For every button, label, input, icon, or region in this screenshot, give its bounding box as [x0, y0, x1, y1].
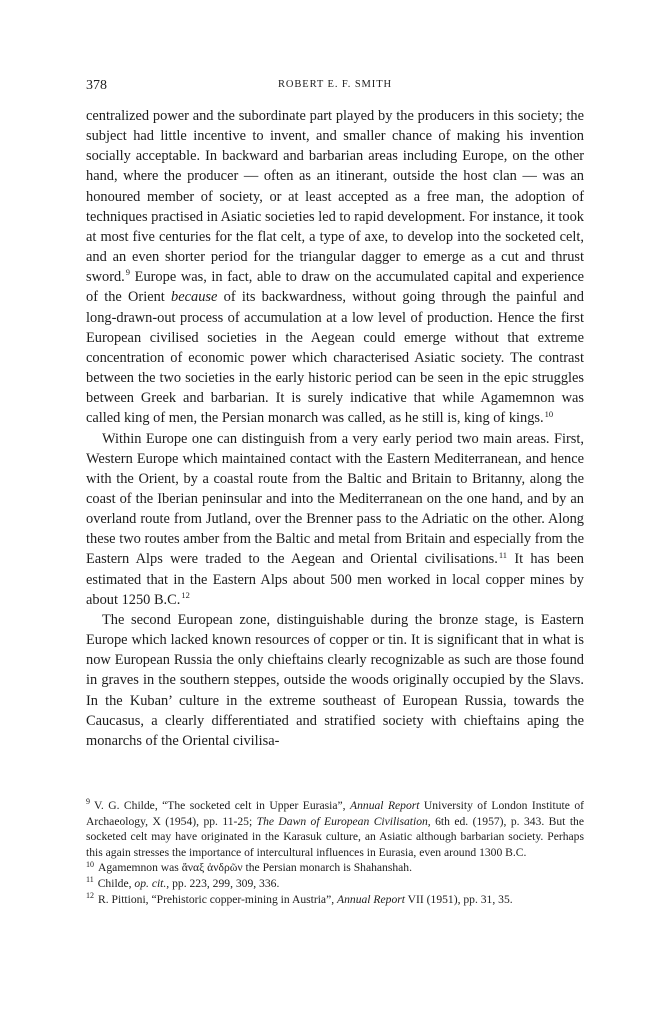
body-text [86, 106, 584, 751]
footnote-10 [86, 860, 584, 876]
text-run: 6th ed. (1957), p. 343. But the socketed celt may have originated in the Karasuk culture, an Asiatic although barbarian society. Perhaps this again stresses the importance of intercultural influences in Eurasia, even around 1300 B.C. [86, 814, 584, 859]
italic-title: The Dawn of European Civilisation, [256, 814, 431, 828]
greek-phrase: ἄναξ ἀνδρῶν [181, 861, 243, 875]
running-head: ROBERT E. F. SMITH [277, 79, 392, 90]
text-run: pp. 223, 299, 309, 336. [169, 876, 280, 890]
text-run: centralized power and the subordinate part played by the producers in this society; the subject had little incentive to invent, and smaller chance of making his invention socially acceptable. In backward and barbarian areas including Europe, on the other hand, where the producer — often as an itinerant, outside the host clan — was an honoured member of society, or at least accepted as a free man, the adoption of techniques practised in Asiatic societies led to rapid development. For instance, it took at most five centuries for the flat celt, a type of axe, to develop into the socketed celt, and an even shorter period for the triangular dagger to emerge as a cut and thrust sword. [86, 108, 584, 286]
text-run: Agamemnon was [98, 861, 182, 875]
footnote-9 [86, 798, 584, 860]
footnote-mark: 10 [86, 859, 94, 869]
text-run: of its backwardness, without going through the painful and long-drawn-out process of accumulation at a low level of production. Hence the first European civilised societies in the Aegean could emerge without that extreme concentration of economic power which characterised Asiatic society. The contrast between the two societies in the early historic period can be seen in the epic struggles between Greek and barbarian. It is surely indicative that while Agamemnon was called king of men, the Persian monarch was called, as he still is, king of kings. [86, 289, 585, 427]
footnote-mark: 9 [86, 797, 90, 807]
text-run: The second European zone, distinguishable during the bronze stage, is Eastern Europe which lacked known resources of copper or tin. It is significant that in what is now European Russia the only chieftains clearly recognizable as such are those found in graves in the southern steppes, outside the woods originally occupied by the Slavs. In the Kuban’ culture in the extreme southeast of European Russia, towards the Caucasus, a clearly differentiated and stratified society with chieftains aping the monarchs of the Oriental civilisa- [86, 611, 584, 749]
page [86, 78, 584, 751]
italic-title: Annual Report [350, 799, 420, 812]
text-run: Europe was, in fact, able to draw on the accumulated capital and experience of the Orient [86, 269, 584, 306]
paragraph-2 [86, 429, 584, 610]
text-run: the Persian monarch is Shahanshah. [242, 861, 412, 875]
footnote-ref-9: 9 [125, 267, 131, 278]
footnote-mark: 11 [86, 875, 94, 885]
page-header [86, 78, 584, 98]
footnote-12 [86, 892, 584, 908]
italic-emphasis: because [171, 289, 218, 306]
paragraph-1 [86, 106, 584, 429]
text-run: R. Pittioni, “Prehistoric copper-mining in Austria”, [98, 892, 338, 906]
footnote-ref-12: 12 [181, 589, 190, 600]
text-run: It has been estimated that in the Eastern Alps about 500 men worked in local copper mines by about 1250 B.C. [86, 551, 584, 608]
footnotes [86, 798, 584, 907]
text-run: V. G. Childe, “The socketed celt in Upper Eurasia”, [94, 799, 351, 812]
footnote-11 [86, 876, 584, 892]
footnote-ref-10: 10 [544, 408, 554, 419]
text-run: Childe, [97, 876, 135, 890]
paragraph-3 [86, 610, 584, 751]
text-run: VII (1951), pp. 31, 35. [404, 892, 513, 906]
footnote-mark: 12 [86, 890, 94, 900]
footnote-ref-11: 11 [498, 549, 508, 560]
text-run: Within Europe one can distinguish from a very early period two main areas. First, Western Europe which maintained contact with the Eastern Mediterranean, and hence with the Orient, by a coastal route from the Baltic and Britain to Britanny, along the coast of the Iberian peninsular and into the Mediterranean on the one hand, and by an overland route from Jutland, over the Brenner pass to the Adriatic on the other. Along these two routes amber from the Baltic and metal from Britain and especially from the Eastern Alps were traded to the Aegean and Oriental civilisations. [86, 430, 584, 568]
text-run: University of London Institute of Archaeology, X (1954), pp. 11-25; [86, 799, 584, 828]
page-number: 378 [86, 78, 107, 93]
italic-title: op. cit., [134, 876, 170, 890]
italic-title: Annual Report [337, 892, 405, 906]
